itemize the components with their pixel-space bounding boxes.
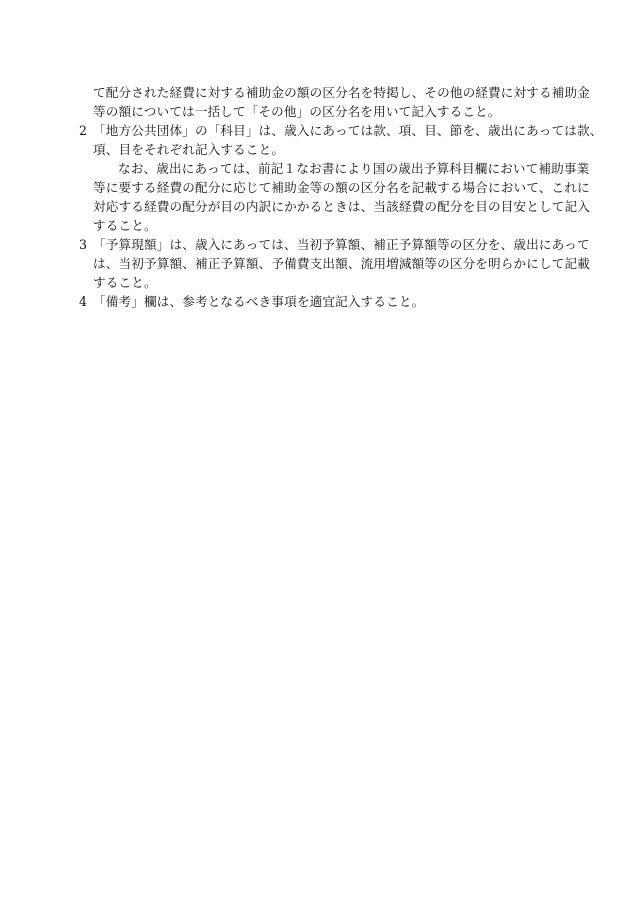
item-3-number: 3: [79, 237, 88, 252]
item-3-line-1: 「予算現額」は、歳入にあっては、当初予算額、補正予算額等の区分を、歳出にあって: [93, 237, 590, 252]
item-3-line-2: は、当初予算額、補正予算額、予備費支出額、流用増減額等の区分を明らかにして記載: [93, 256, 591, 271]
item-2-line-4: 等に要する経費の配分に応じて補助金等の額の区分名を記載する場合において、これに: [93, 180, 590, 195]
item-2-line-3: なお、歳出にあっては、前記１なお書により国の歳出予算科目欄において補助事業: [118, 161, 590, 176]
item-2-line-2: 項、目をそれぞれ記入すること。: [93, 142, 285, 157]
item-2-number: 2: [79, 123, 88, 138]
intro-line-1: て配分された経費に対する補助金の額の区分名を特掲し、その他の経費に対する補助金: [93, 85, 591, 100]
item-2-line-5: 対応する経費の配分が目の内訳にかかるときは、当該経費の配分を目の目安として記入: [93, 199, 591, 214]
item-4-number: 4: [79, 294, 88, 309]
item-4-line-1: 「備考」欄は、参考となるべき事項を適宜記入すること。: [93, 294, 425, 309]
item-2-line-6: すること。: [93, 218, 157, 233]
item-3-line-3: すること。: [93, 275, 157, 290]
item-2-line-1: 「地方公共団体」の「科目」は、歳入にあっては款、項、目、節を、歳出にあっては款、: [93, 123, 603, 138]
intro-line-2: 等の額については一括して「その他」の区分名を用いて記入すること。: [93, 104, 501, 119]
